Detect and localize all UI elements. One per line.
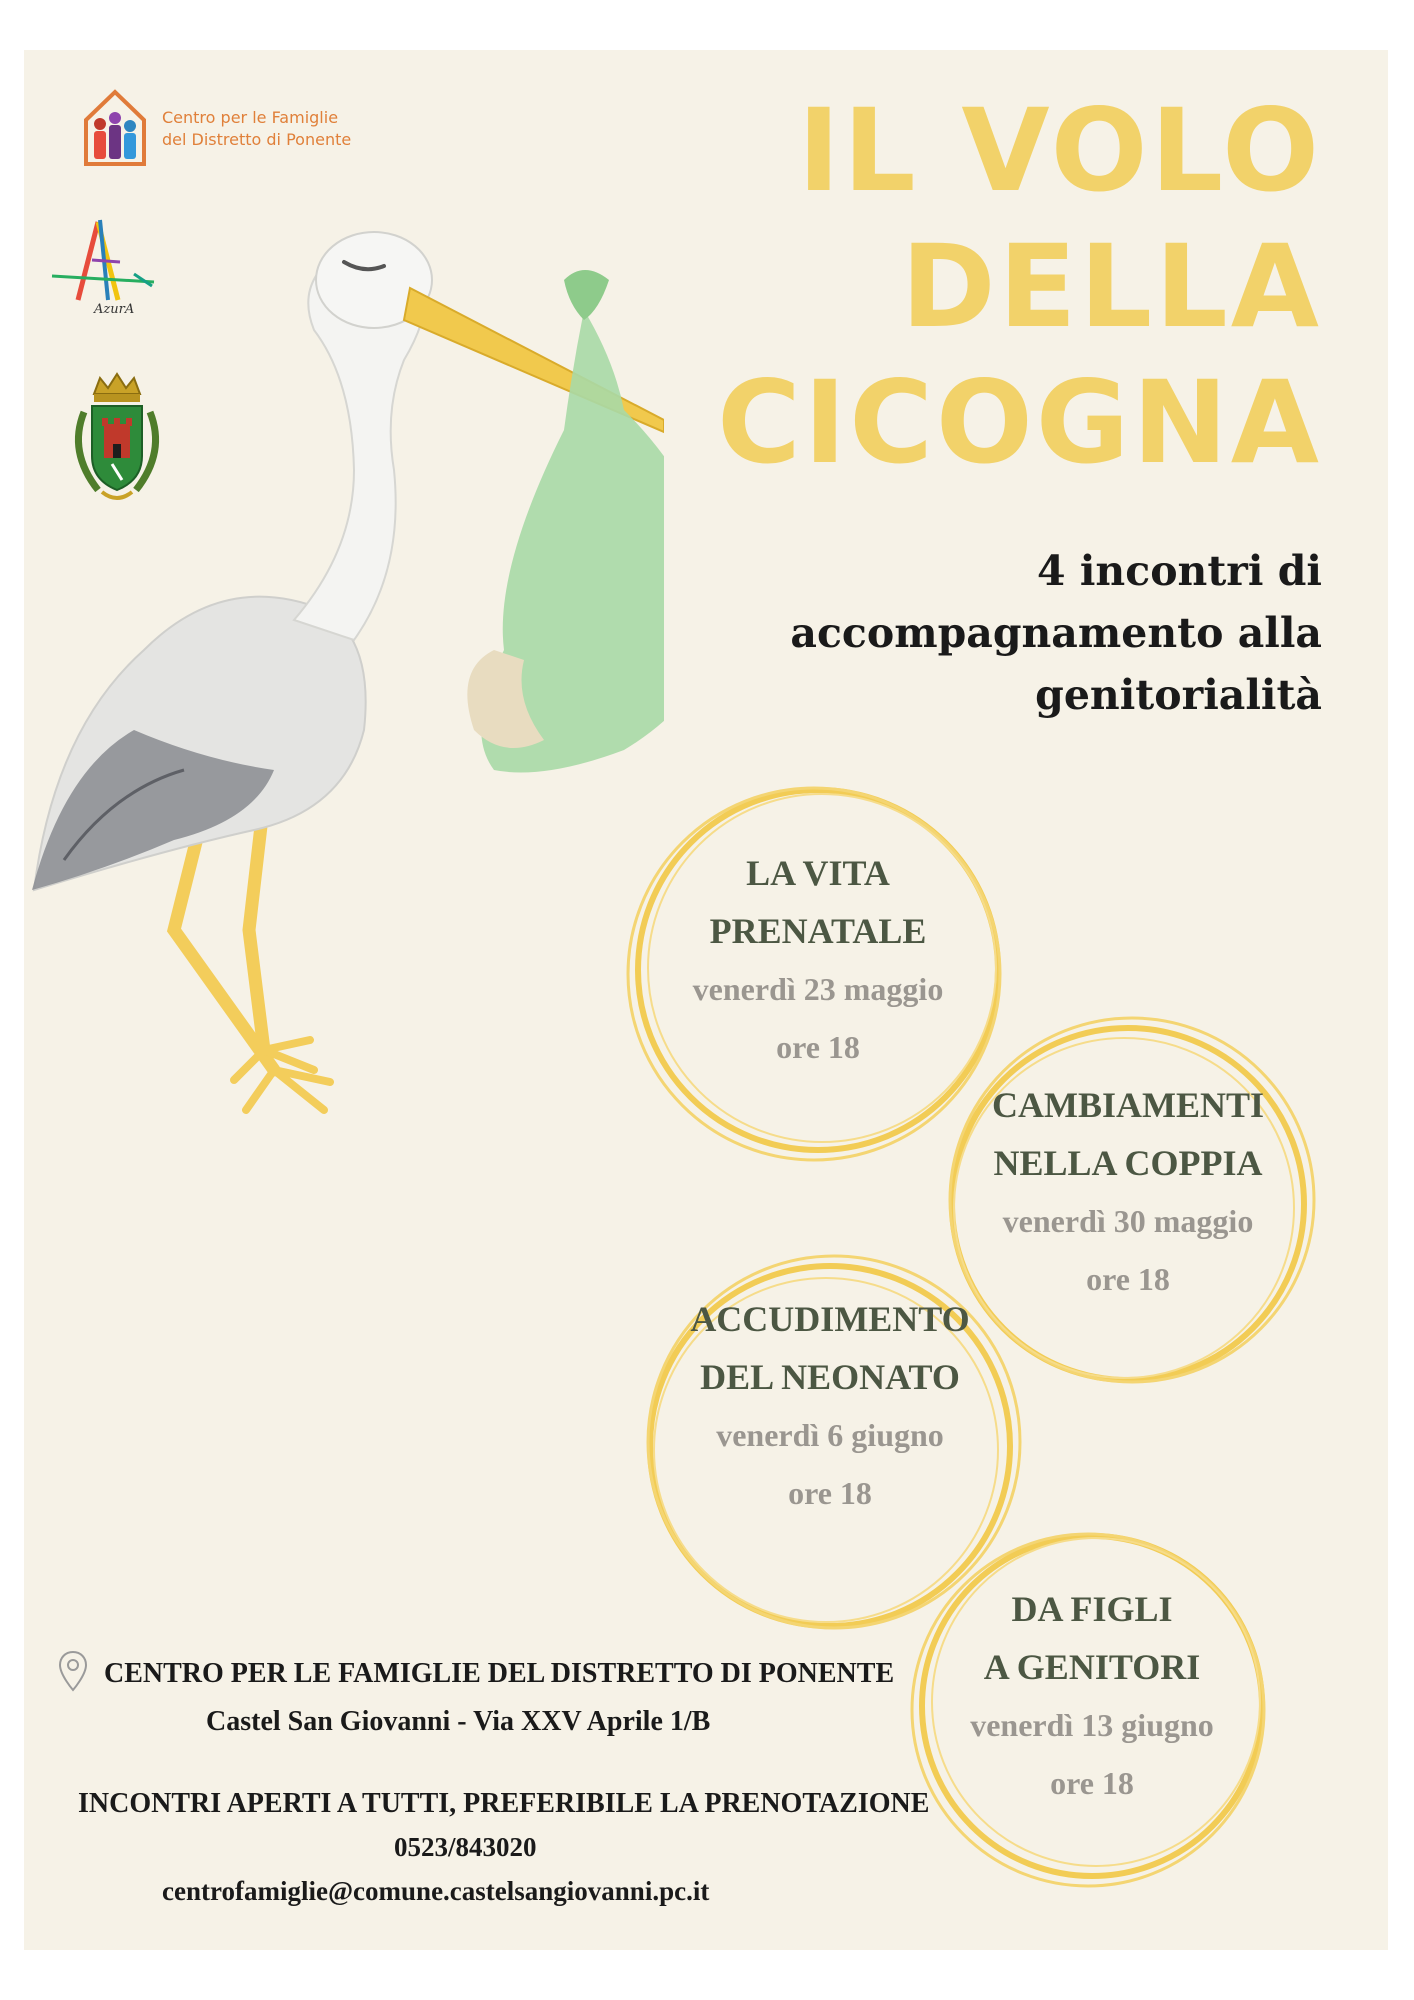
event-3-date: venerdì 6 giugno xyxy=(716,1417,944,1453)
contact-phone: 0523/843020 xyxy=(394,1832,537,1862)
event-3-title-2: DEL NEONATO xyxy=(700,1357,960,1397)
stork-illustration xyxy=(24,170,664,1130)
booking-note: INCONTRI APERTI A TUTTI, PREFERIBILE LA PRENOTAZIONE xyxy=(78,1788,930,1819)
event-4-title-2: A GENITORI xyxy=(983,1647,1201,1687)
title-line-3: CICOGNA xyxy=(717,356,1322,489)
venue-name: CENTRO PER LE FAMIGLIE DEL DISTRETTO DI PONENTE xyxy=(104,1658,895,1689)
event-2-title-1: CAMBIAMENTI xyxy=(991,1085,1264,1125)
subtitle xyxy=(790,540,1322,726)
family-house-icon xyxy=(82,88,148,168)
event-1-title-1: LA VITA xyxy=(746,853,890,893)
title-line-1: IL VOLO xyxy=(797,84,1322,217)
subtitle-line-1: 4 incontri di xyxy=(1037,547,1322,595)
event-1-title-2: PRENATALE xyxy=(709,911,927,951)
event-2-title-2: NELLA COPPIA xyxy=(993,1143,1263,1183)
title-line-2: DELLA xyxy=(900,220,1322,353)
event-card-4 xyxy=(902,1516,1282,1896)
contact-email: centrofamiglie@comune.castelsangiovanni.pc.it xyxy=(162,1876,710,1906)
centro-famiglie-logo xyxy=(82,88,382,178)
event-1-date: venerdì 23 maggio xyxy=(692,971,944,1007)
event-4-title-1: DA FIGLI xyxy=(1011,1589,1173,1629)
event-3-text xyxy=(630,1290,1030,1522)
venue-address: Castel San Giovanni - Via XXV Aprile 1/B xyxy=(206,1706,711,1737)
event-1-time: ore 18 xyxy=(776,1029,860,1065)
event-2-date: venerdì 30 maggio xyxy=(1002,1203,1254,1239)
org-name-line2: del Distretto di Ponente xyxy=(162,130,352,149)
poster xyxy=(24,50,1388,1950)
event-4-text xyxy=(902,1580,1282,1812)
event-3-title-1: ACCUDIMENTO xyxy=(690,1299,970,1339)
subtitle-line-3: genitorialità xyxy=(1035,671,1322,719)
event-4-time: ore 18 xyxy=(1050,1765,1134,1801)
asp-logo-caption: AzurA xyxy=(94,302,135,317)
org-name-line1: Centro per le Famiglie xyxy=(162,108,339,127)
subtitle-line-2: accompagnamento alla xyxy=(790,609,1322,657)
event-4-date: venerdì 13 giugno xyxy=(970,1707,1214,1743)
location-pin-icon xyxy=(58,1650,88,1692)
event-3-time: ore 18 xyxy=(788,1475,872,1511)
event-2-time: ore 18 xyxy=(1086,1261,1170,1297)
